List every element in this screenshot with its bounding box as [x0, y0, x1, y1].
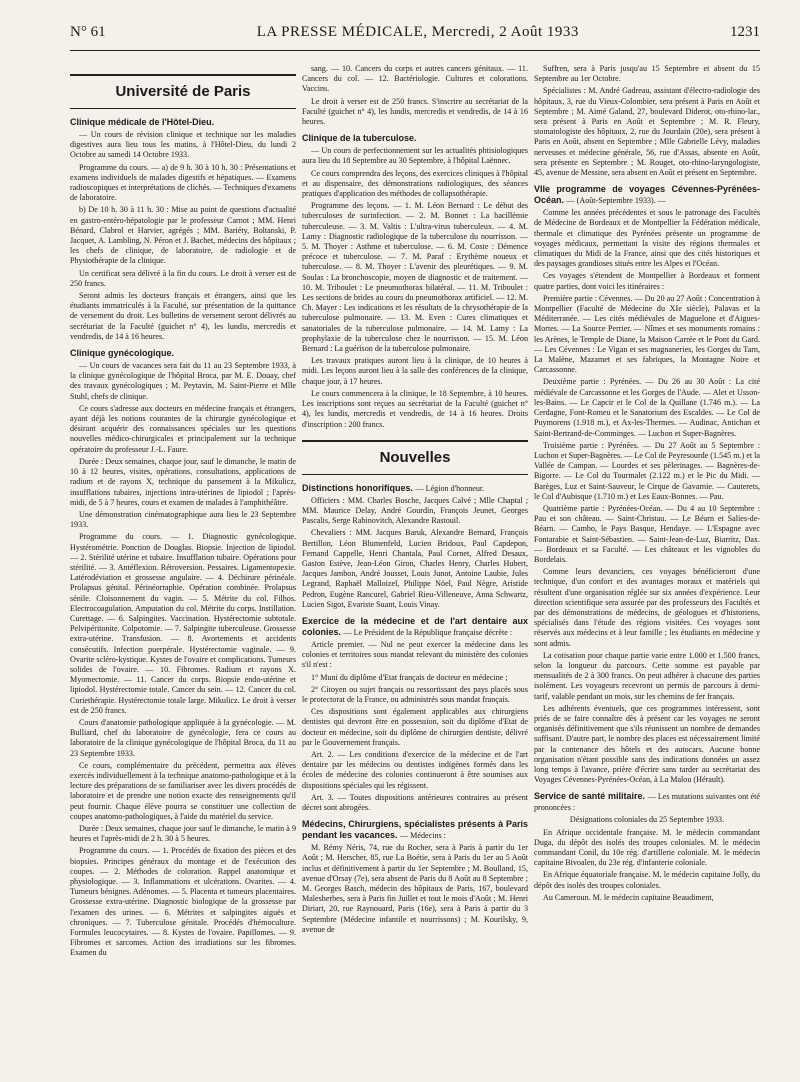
paragraph: Cours d'anatomie pathologique appliquée à la gynécologie. — M. Bulliard, chef du laboratoire de gynécologie, fera ce cours au laboratoire de la clinique gynécologique de l'hôpital Broca, du 11 au 23 Septembre 1933.: [70, 717, 296, 758]
paragraph: 1° Muni du diplôme d'Etat français de docteur en médecine ;: [311, 672, 508, 682]
paragraph: b) De 10 h. 30 à 11 h. 30 : Mise au point de questions d'actualité en gastro-entéro-hépatologie par le professeur Carnot ; MM. Henri Bénard, Clabrol et Harvier, agrégés ; MM. Bariéty, Boltanski, P. Jacquet, A. Lambling, N. Péron et J. Bachet, médecins des hôpitaux ; les chefs de clinique, de laboratoire, de radiologie et de Physiothérapie de la clinique.: [70, 205, 296, 266]
columns: [70, 64, 760, 1064]
heading-clinique-gynecologique: Clinique gynécologique.: [70, 348, 175, 359]
paragraph: Ce cours comprendra des leçons, des exercices cliniques à l'hôpital et au dispensaire, des démonstrations radiologiques, des séances pratiques d'application des méthodes de collapsothérapie.: [302, 168, 528, 199]
heading-clinique-tuberculose: Clinique de la tuberculose.: [302, 133, 417, 144]
heading-service-sante: Service de santé militaire. — Les mutations suivantes ont été prononcées :: [534, 791, 760, 813]
paragraph: M. Rémy Néris, 74, rue du Rocher, sera à Paris à partir du 1er Août ; M. Herscher, 85, rue La Boétie, sera à Paris du 1er au 5 Août inclus et définitivement à partir du 1er Septembre ; M. Boulland, 15, avenue d'Orsay (7e), sera absent de Paris du 8 Août au 8 Septembre ; M. Georges Basch, médecin des hôpitaux de Paris, 167, boulevard Malesherbes, sera à Paris fin Juillet et tout le mois d'Août ; M. Henri Diriart, 20, rue Raynouard, Paris (16e), sera à Paris à partir du 3 Septembre (Médecine infantile et nourrissons) ; M. Kourilsky, 9, avenue de: [302, 843, 528, 934]
column-3: [534, 64, 760, 1064]
paragraph: Programme du cours. — 1. Procédés de fixation des pièces et des biopsies. Principes généraux du montage et de l'exécution des coupes. — 2. Méthodes de coloration. Rappel anatomique et physiologique. — 3. Inflammations et ulcérations. Ovarites. — 4. Tumeurs bénignes. Adénomes. — 5. Placenta et tumeurs placentaires. Grossesse extra-utérine. Diagnostic biologique de la grossesse par l'examen des urines. — 6. Métrites et salpingites aiguës et chroniques. — 7. Tuberculose génitale. Procédés d'hémoculture. Formules leucocytaires. — 8. Kystes de l'ovaire. Papillomes. — 9. Fibromes et sarcomes. Action des irradiations sur les fibromes. Examen du: [70, 846, 296, 958]
heading-distinctions: Distinctions honorifiques. — Légion d'honneur.: [302, 482, 485, 493]
paragraph: Désignations coloniales du 25 Septembre 1933.: [569, 815, 725, 825]
paragraph: Officiers : MM. Charles Bosche, Jacques Calvé ; Mlle Chaptal ; MM. Maurice Delay, André Gourdin, François Jeunet, Georges Pascalis, Serge Rabinovitch, Alexandre Rastouil.: [302, 495, 528, 526]
paragraph: Programme du cours. — a) de 9 h. 30 à 10 h. 30 : Présentations et examens individuels de malades digestifs et hépatiques. — Examens radioscopiques et interprétations de clichés. — Techniques d'examens de laboratoire.: [70, 162, 296, 203]
paragraph: Durée : Deux semaines, chaque jour, sauf le dimanche, le matin de 10 à 12 heures, visites, opérations, consultations, applications de radium et de rayons X, technique du pansement à la Mikulicz, insufflations tubaires, injections intra-utérines de lipiodol ; l'après-midi, de 5 à 7 heures, cours et examen de malades à l'amphithéâtre.: [70, 456, 296, 507]
paragraph: Spécialistes : M. André Gadreau, assistant d'électro-radiologie des hôpitaux, 3, rue du Vieux-Colombier, sera présent à Paris en Août et Septembre ; M. Aimé Galand, 27, boulevard Diderot, oto-rhino-lar., sera présent à Paris en Août et Septembre ; M. R. Fleury, stomatologiste des hôpitaux, 2, rue du Jourdain (20e), sera présent à Paris en Août, absent en Septembre ; Mlle Gabrielle Lévy, maladies nerveuses et médecine générale, 56, rue d'Assas, absente en Août, sera présente en Septembre ; M. Rouget, oto-rhino-laryngologiste, 45, avenue de Messine, sera absent en Août et présent en Septembre.: [534, 86, 760, 178]
issue-number: N° 61: [70, 24, 106, 40]
paragraph: Les adhérents éventuels, que ces programmes intéressent, sont priés de se faire connaître dès à présent car les voyages ne seront organisés définitivement que s'ils réunissent un nombre de demandes suffisant. D'autre part, le nombre des places est nécessairement limité par la contenance des hôtels et des autocars. Aucune bonne organisation n'étant possible sans des indications données un assez long temps à l'avance, prière d'écrire sans tarder au secrétariat des Voyages Cévennes-Pyrénées-Océan, à La Malou (Hérault).: [534, 703, 760, 785]
section-title-universite: Université de Paris: [70, 74, 296, 109]
paragraph: Programme du cours. — 1. Diagnostic gynécologique. Hystérométrie. Ponction de Douglas. Biopsie. Injection de lipiodol. — 2. Stérilité utérine et tubaire. Insufflation tubaire. Opérations pour stérilité. — 3. Antéflexion. Rétroversion. Pessaires. Ligamentopexie. Latérodéviation et grossesse angulaire. — 4. Déchirure périnéale. Prolapsus génital. Périnéorraphie. Opération combinée. Prolapsus sénile. Cloisonnement du vagin. — 5. Métrite du col. Filhos. Electrocoagulation. Amputation du col. Métrite du corps. Instillation. Curettage. — 6. Salpingites. Vaccination. Hystérectomie subtotale. Pelvipéritonite. Colpotomie. — 7. Salpingite tuberculeuse. Grossesse extra-utérine. Transfusion. — 8. Avortements et accidents consécutifs. Infection puerpérale. Hystérectomie vaginale. — 9. Ovarite scléro-kystique. Kystes de l'ovaire et complications. Tumeurs solides de l'ovaire. — 10. Fibromes. Radium et rayons X. Myomectomie. — 11. Cancer du corps. Biopsie endo-utérine et lipiodol. Hystérectomie totale. Cancer du sein. — 12. Cancer du col. Curiethérapie. Hystérectomie totale large. Mikulicz. Le droit à verser est de 250 francs.: [70, 532, 296, 715]
paragraph: Quatrième partie : Pyrénées-Océan. — Du 4 au 10 Septembre : Pau et son château. — Saint-Christau. — Le Béarn et Salies-de-Béarn. — Cambo, le Pays Basque, Hendaye. — L'Espagne avec Fontarabie et Saint-Sébastien. — Saint-Jean-de-Luz, Biarritz, Dax. — Bordeaux et sa Faculté. — Les châteaux et les vignobles du Bordelais.: [534, 503, 760, 564]
paragraph: Chevaliers : MM. Jacques Baruk, Alexandre Bernard, François Bertillon, Léon Blumenfeld, Lucien Bridoux, Paul Capdepon, Fernand Cappelle, Henri Chantala, Paul Cornet, Alfred Desaux, Gaston Estève, Jean-Léon Giron, Charles Henry, Charles Hubert, Jacques Jambon, André Jousset, Louis Junot, Antoine Laubie, Jules Legrand, Raphaël Malloizel, Philippe Nöel, Paul Nègre, Aristide Pedron, Eugène Rancurel, Gabriel Rieu-Villeneuve, Anna Schwartz, Lucien Sigot, Evariste Suant, Louis Vinay.: [302, 528, 528, 609]
paragraph: Troisième partie : Pyrénées. — Du 27 Août au 5 Septembre : Luchon et Super-Bagnères. — Le Col de Peyresourde (1.545 m.) et la Vallée de Campan. — Lourdes et ses pèlerinages. — Bagnères-de-Bigorre. — Le Col du Tourmalet (2.122 m.) et le Pic du Midi. — Barèges, Luz et Saint-Sauveur, le Cirque de Gavarnie. — Cauterets, le Col d'Aubisque (1.710 m.) et Les Eaux-Bonnes. — Pau.: [534, 440, 760, 501]
paragraph: Première partie : Cévennes. — Du 20 au 27 Août : Concentration à Montpellier (Faculté de Médecine du XIe siècle), Palavas et la Méditerranée. — Les cités médiévales de Maguelone et d'Aigues-Mortes. — La Source Perrier. — Nîmes et ses monuments romains : les Arènes, le Temple de Diane, la Maison Carrée et le Pont du Gard. — Les Cévennes : Le Vigan et ses magnaneries, les Gorges du Tarn, La Malène, Mazamet et ses fabriques, la Montagne Noire et Carcassonne.: [534, 293, 760, 375]
paragraph: En Afrique équatoriale française. M. le médecin capitaine Jolly, du dépôt des isolés des troupes coloniales.: [534, 870, 760, 890]
paragraph: sang. — 10. Cancers du corps et autres cancers génitaux. — 11. Cancers du col. — 12. Bactériologie. Cultures et colorations. Vaccins.: [302, 64, 528, 94]
paragraph: Les travaux pratiques auront lieu à la clinique, de 10 heures à midi. Les leçons auront lieu à la salle des conférences de la clinique, chaque jour, à 17 heures.: [302, 356, 528, 386]
heading-clinique-medicale: Clinique médicale de l'Hôtel-Dieu.: [70, 117, 215, 127]
paragraph: Le droit à verser est de 250 francs. S'inscrire au secrétariat de la Faculté (guichet n° 4), les lundis, mercredis et vendredis, de 14 à 16 heures.: [302, 96, 528, 127]
paragraph: Ce cours s'adresse aux docteurs en médecine français et étrangers, ayant déjà les notions courantes de la chirurgie gynécologique et désirant acquérir des connaissances spéciales sur les questions nouvelles médico-chirurgicales et principalement sur la technique opératoire du professeur J.-L. Faure.: [70, 403, 296, 454]
paragraph: En Afrique occidentale française. M. le médecin commandant Duga, du dépôt des isolés des troupes coloniales. M. le médecin commandant Conil, du 10e rég. d'artillerie coloniale. M. le médecin capitaine Bivoalen, du 23e rég. d'infanterie coloniale.: [534, 827, 760, 868]
paragraph: Seront admis les docteurs français et étrangers, ainsi que les étudiants immatriculés à la Faculté, sur présentation de la quittance de versement du droit. Les bulletins de versement seront délivrés au secrétariat de la Faculté (guichet n° 4), les lundis, mercredis et vendredis, de 14 à 16 heures.: [70, 291, 296, 341]
column-1: [70, 64, 296, 1064]
column-2: [302, 64, 528, 1064]
paragraph: Ces voyages s'étendent de Montpellier à Bordeaux et forment quatre parties, dont voici les itinéraires :: [534, 271, 760, 291]
heading-exercice-medecine: Exercice de la médecine et de l'art dentaire aux colonies. — Le Président de la République française décrète :: [302, 615, 528, 637]
paragraph: Le cours commencera à la clinique, le 18 Septembre, à 10 heures. Les inscriptions sont reçues au secrétariat de la Faculté (guichet n° 4), les lundis, mercredis et vendredis, de 14 à 16 heures. Droits d'inscription : 200 francs.: [302, 388, 528, 429]
page-number: 1231: [730, 24, 760, 40]
paragraph: Suffren, sera à Paris jusqu'au 15 Septembre et absent du 15 Septembre au 1er Octobre.: [534, 64, 760, 84]
paragraph: — Un cours de révision clinique et technique sur les maladies digestives aura lieu tous les matins, à l'Hôtel-Dieu, du lundi 2 Octobre au samedi 14 Octobre 1933.: [70, 130, 296, 160]
paragraph: Un certificat sera délivré à la fin du cours. Le droit à verser est de 250 francs.: [70, 268, 296, 288]
paragraph: Programme des leçons. — 1. M. Léon Bernard : Le début des tuberculoses de surinfection. — 2. M. Bonnet : La bacillémie tuberculeuse. — 3. M. Valtis : L'ultra-virus tuberculeux. — 4. M. Lamy : Diagnostic radiologique de la tuberculose du nourrisson. — 5. M. Thoyer : Asthme et tuberculose. — 6. M. Coste : Démence précoce et tuberculose. — 7. M. Paraf : Erythème noueux et tuberculose. — 8. M. Thoyer : L'avenir des pleurétiques. — 9. M. Soulas : La bronchoscopie, moyen de diagnostic et de traitement. — 10. M. Triboulet : Le pneumothorax bilatéral. — 11. M. Triboulet : Les sections de brides au cours du pneumothorax artificiel. — 12. M. Ch. Mayer : Les indications et les résultats de la chrysothérapie de la tuberculose pulmonaire. — 13. M. Even : Cures climatiques et sanatoriales de la tuberculose pulmonaire. — 14. M. Lamy : La prophylaxie de la tuberculose chez le nourrisson. — 15. M. Léon Bernard : La guérison de la tuberculose pulmonaire.: [302, 201, 528, 354]
paragraph: Comme les années précédentes et sous le patronage des Facultés de Médecine de Bordeaux et de Montpellier la Fédération médicale, thermale et climatique des Pyrénées présente un programme de voyages médicaux, permettant la visite des régions thermales et climatiques du Midi de la France, ainsi que des cités historiques et des paysages grandioses situés entre les Alpes et l'Océan.: [534, 208, 760, 269]
paragraph: Comme leurs devanciers, ces voyages bénéficieront d'une technique, d'un confort et des avantages moraux et matériels qui résultent d'une organisation réglée sur six années d'expérience. Leur direction scientifique sera assurée par des professeurs des Facultés et par des démonstrations de médecins, de géologues et d'historiens, spécialisés dans l'étude des régions visitées. Ces voyages sont réservés aux médecins et à leur famille ; les étudiants en médecine y sont admis.: [534, 567, 760, 648]
paragraph: Au Cameroun. M. le médecin capitaine Beaudiment,: [543, 892, 714, 902]
publication-line: LA PRESSE MÉDICALE, Mercredi, 2 Août 1933: [256, 24, 579, 40]
paragraph: — Un cours de perfectionnement sur les actualités phtisiologiques aura lieu du 18 Septembre au 30 Septembre, à l'hôpital Laënnec.: [302, 146, 528, 166]
masthead: [70, 24, 760, 51]
paragraph: Ce cours, complémentaire du précédent, permettra aux élèves exercés individuellement à la technique anatomo-pathologique et à la lecture des préparations de se familiariser avec les divers procédés de laboratoire et de prendre une notion exacte des renseignements qu'il peut fournir. Chaque élève pourra se constituer une collection de coupes anatomo-pathologiques, à l'aide du matériel du service.: [70, 760, 296, 821]
paragraph: Une démonstration cinématographique aura lieu le 23 Septembre 1933.: [70, 509, 296, 530]
paragraph: Art. 3. — Toutes dispositions antérieures contraires au présent décret sont abrogées.: [302, 792, 528, 812]
paragraph: La cotisation pour chaque partie varie entre 1.000 et 1.500 francs, selon la longueur du parcours. Cette somme est payable par mensualités de 2 à 300 francs. On peut adhérer à chacune des parties isolément. Les voyageurs recevront un permis de parcours à demi-tarif, valable pendant un mois, sur les chemins de fer français.: [534, 650, 760, 701]
paragraph: — Un cours de vacances sera fait du 11 au 23 Septembre 1933, à la clinique gynécologique de l'hôpital Broca, par M. E. Douay, chef des travaux gynécologiques ; M. Peytavin, M. Saint-Pierre et Mlle Stuhl, chefs de clinique.: [70, 361, 296, 401]
heading-medecins-paris: Médecins, Chirurgiens, spécialistes présents à Paris pendant les vacances. — Médecins :: [302, 819, 528, 841]
paragraph: Article premier. — Nul ne peut exercer la médecine dans les colonies et territoires sous mandat relevant du ministère des colonies s'il n'est :: [302, 639, 528, 670]
paragraph: Deuxième partie : Pyrénées. — Du 26 au 30 Août : La cité médiévale de Carcassonne et les Gorges de l'Aude. — Alet et Usson-les-Bains. — Le Capcir et le Col de la Quillane (1.746 m.). — La Cerdagne, Font-Romeu et le Sanatorium des Escaldes. — Le Col de Puymorens (1.918 m.), et Ax-les-Thermes. — Audinac, Antichan et Saint-Bertrand-de-Comminges. — Luchon et Super-Bagnères.: [534, 377, 760, 438]
paragraph: Ces dispositions sont également applicables aux chirurgiens dentistes qui devront être en possession, soit du diplôme d'Etat de docteur en médecine, soit du diplôme de chirurgien dentiste, délivré par le Gouvernement français.: [302, 707, 528, 747]
paragraph: Durée : Deux semaines, chaque jour sauf le dimanche, le matin à 9 heures et l'après-midi de 2 h. 30 à 5 heures.: [70, 824, 296, 844]
paragraph: 2° Citoyen ou sujet français ou ressortissant des pays placés sous le protectorat de la France, ou administrés sous mandat français.: [302, 684, 528, 704]
heading-voyages: VIIe programme de voyages Cévennes-Pyrénées-Océan. — (Août-Septembre 1933). —: [534, 184, 760, 206]
section-title-nouvelles: Nouvelles: [302, 440, 528, 475]
paragraph: Art. 2. — Les conditions d'exercice de la médecine et de l'art dentaire par les médecins ou dentistes indigènes formés dans les écoles de médecine des colonies continueront à être soumises aux dispositions spéciales qui les régissent.: [302, 749, 528, 790]
